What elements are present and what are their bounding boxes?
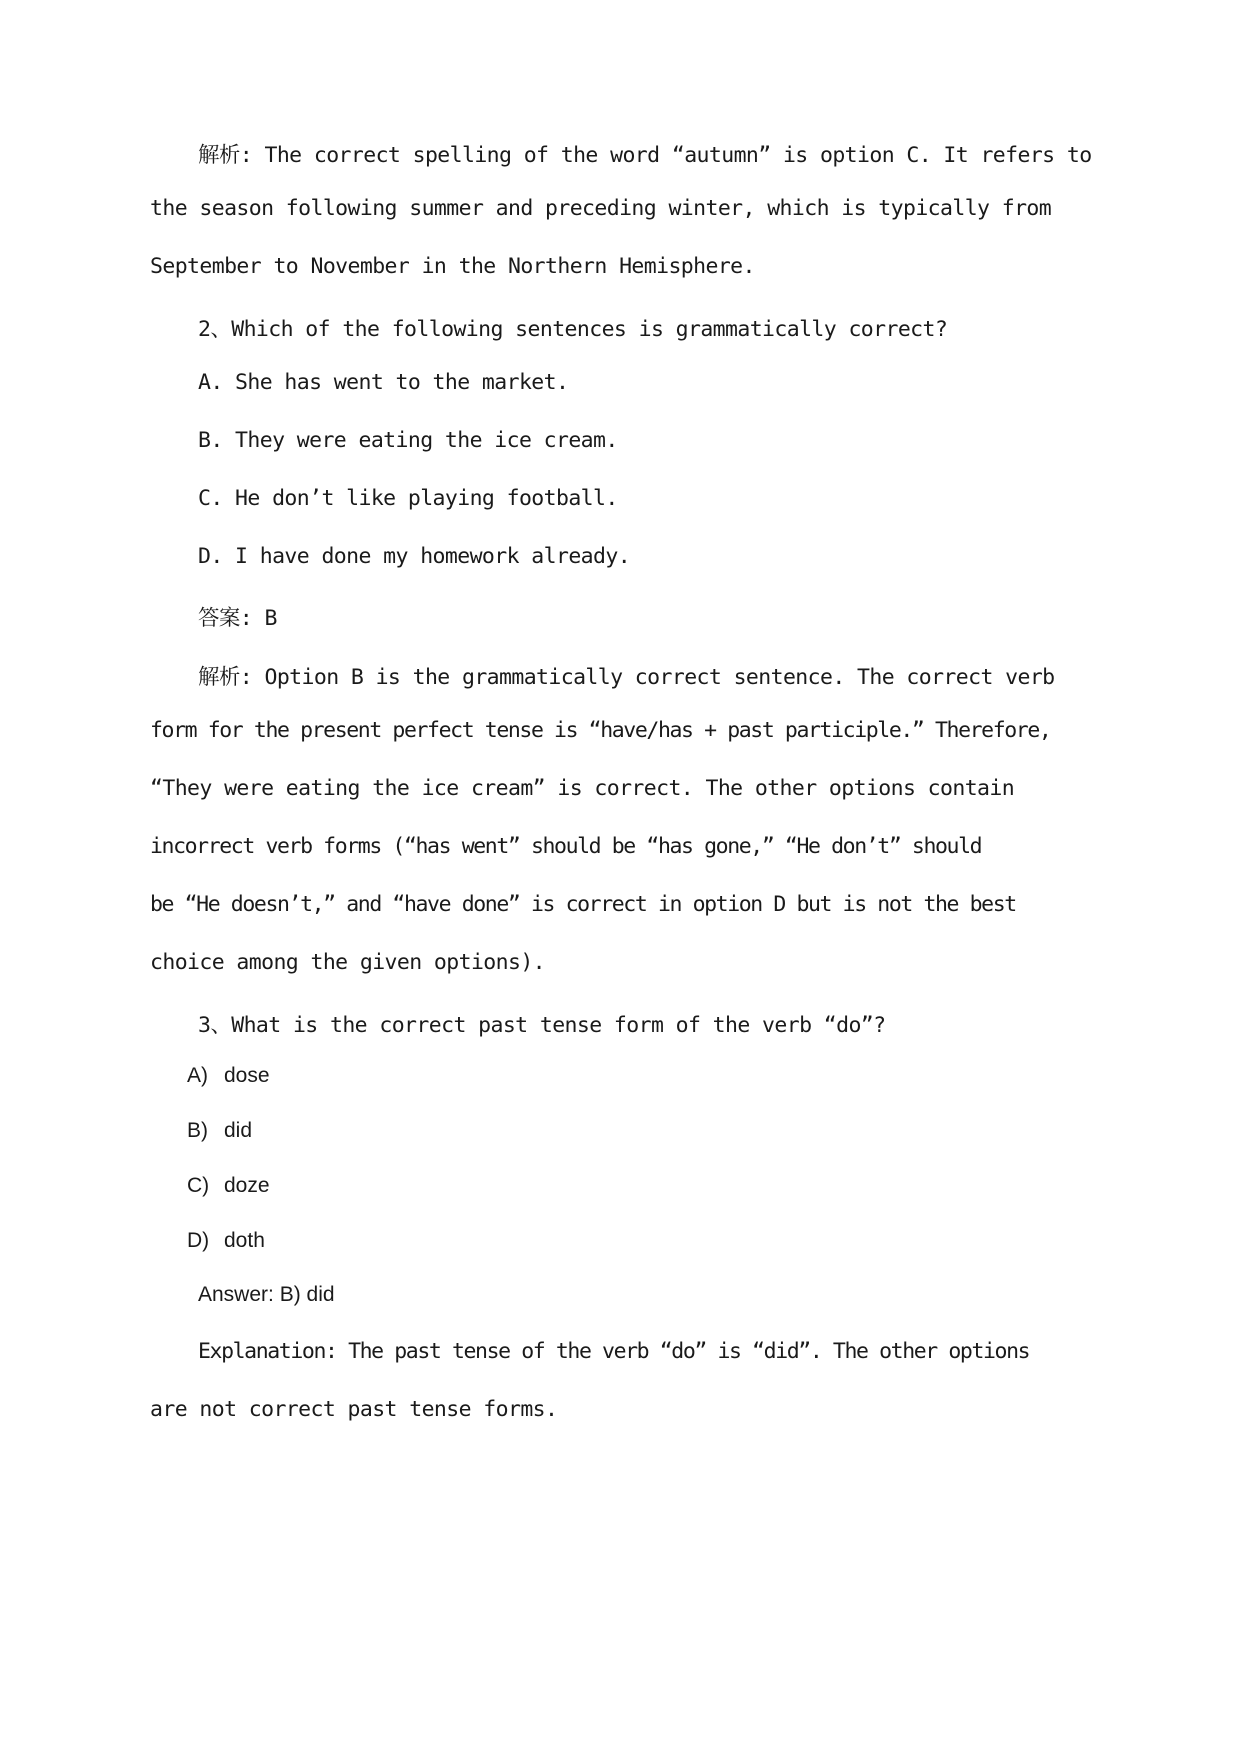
q3-option-d-letter: D)	[187, 1229, 210, 1252]
q1-explanation-line-3: September to November in the Northern Hemisphere.	[150, 254, 755, 279]
q2-explanation-line-5: be “He doesn’t,” and “have done” is correct in option D but is not the best	[150, 892, 1016, 917]
q2-option-a: A. She has went to the market.	[198, 370, 569, 395]
q3-option-a-text: dose	[224, 1064, 270, 1087]
q3-option-a-letter: A)	[187, 1064, 208, 1087]
q3-option-d-text: doth	[224, 1229, 265, 1252]
q2-answer: 答案: B	[198, 606, 277, 631]
q2-explanation-line-3: “They were eating the ice cream” is correct. The other options contain	[150, 776, 1015, 801]
q3-answer: Answer: B) did	[198, 1283, 335, 1306]
q3-option-b-letter: B)	[187, 1119, 208, 1142]
q3-option-c-text: doze	[224, 1174, 270, 1197]
q1-explanation-line-1: 解析: The correct spelling of the word “autumn” is option C. It refers to	[198, 143, 1092, 168]
q3-question: 3、What is the correct past tense form of the verb “do”?	[198, 1013, 886, 1038]
q3-option-b-text: did	[224, 1119, 253, 1142]
q2-explanation-line-1: 解析: Option B is the grammatically correct sentence. The correct verb	[198, 665, 1055, 690]
q3-option-c-letter: C)	[187, 1174, 210, 1197]
q2-explanation-line-4: incorrect verb forms (“has went” should be “has gone,” “He don’t” should	[150, 834, 982, 859]
q3-explanation-line-2: are not correct past tense forms.	[150, 1397, 558, 1422]
q2-explanation-line-6: choice among the given options).	[150, 950, 546, 975]
q2-option-b: B. They were eating the ice cream.	[198, 428, 618, 453]
q2-option-d: D. I have done my homework already.	[198, 544, 631, 569]
q1-explanation-line-2: the season following summer and preceding winter, which is typically from	[150, 196, 1052, 221]
q2-option-c: C. He don’t like playing football.	[198, 486, 618, 511]
q3-explanation-line-1: Explanation: The past tense of the verb “do” is “did”. The other options	[198, 1339, 1030, 1364]
q2-question: 2、Which of the following sentences is grammatically correct?	[198, 317, 948, 342]
q2-explanation-line-2: form for the present perfect tense is “have/has + past participle.” Therefore,	[150, 718, 1051, 743]
